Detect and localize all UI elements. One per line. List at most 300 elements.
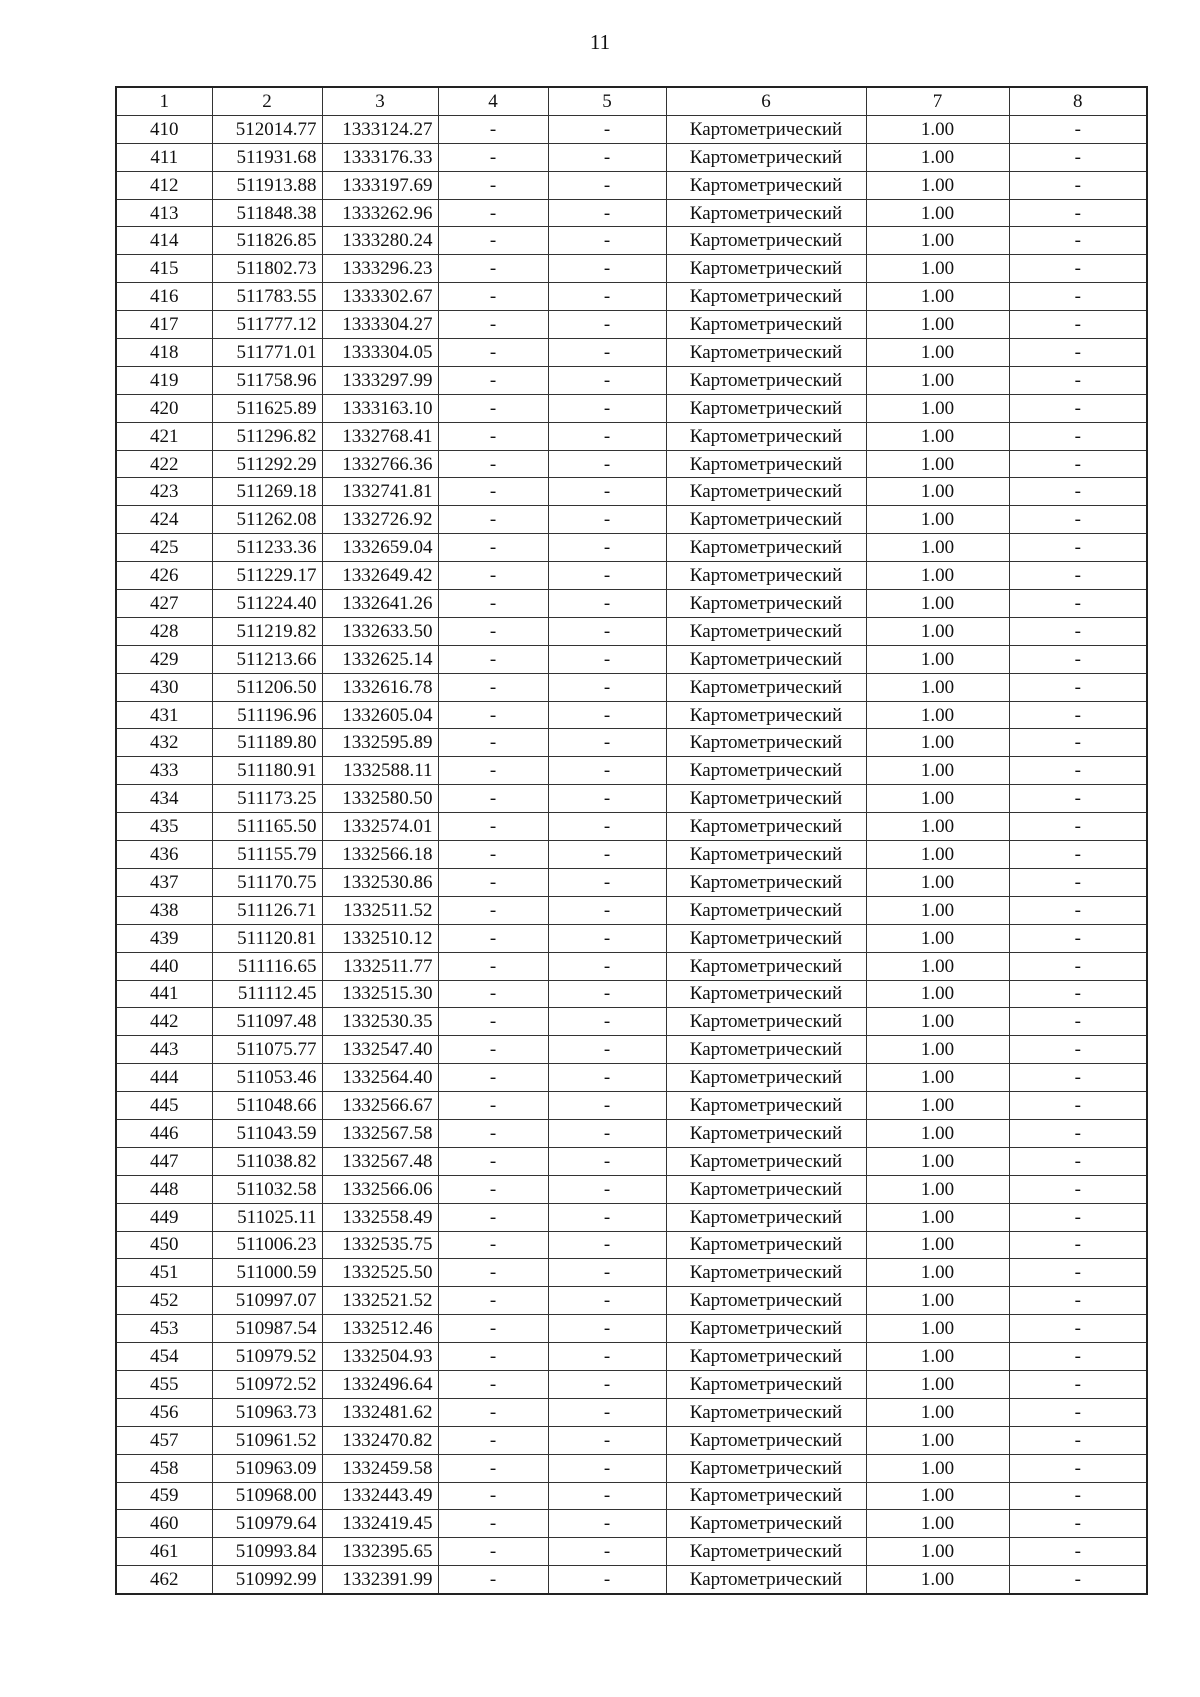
accuracy-cell: 1.00 [866,1092,1009,1120]
point-number-cell: 451 [116,1259,212,1287]
method-cell: Картометрический [666,952,866,980]
column-4-cell: - [438,1147,548,1175]
y-coordinate-cell: 1332633.50 [322,617,438,645]
column-5-cell: - [548,339,666,367]
column-5-cell: - [548,1231,666,1259]
column-4-cell: - [438,1370,548,1398]
y-coordinate-cell: 1332566.67 [322,1092,438,1120]
x-coordinate-cell: 511043.59 [212,1119,322,1147]
accuracy-cell: 1.00 [866,1510,1009,1538]
y-coordinate-cell: 1332481.62 [322,1398,438,1426]
x-coordinate-cell: 511155.79 [212,841,322,869]
x-coordinate-cell: 511180.91 [212,757,322,785]
column-5-cell: - [548,311,666,339]
column-8-cell: - [1009,1092,1147,1120]
y-coordinate-cell: 1332511.77 [322,952,438,980]
column-5-cell: - [548,115,666,143]
table-row [116,1482,1147,1510]
method-cell: Картометрический [666,283,866,311]
accuracy-cell: 1.00 [866,1538,1009,1566]
point-number-cell: 449 [116,1203,212,1231]
column-8-cell: - [1009,924,1147,952]
accuracy-cell: 1.00 [866,952,1009,980]
accuracy-cell: 1.00 [866,1147,1009,1175]
method-cell: Картометрический [666,1566,866,1594]
x-coordinate-cell: 510993.84 [212,1538,322,1566]
method-cell: Картометрический [666,366,866,394]
point-number-cell: 427 [116,590,212,618]
accuracy-cell: 1.00 [866,1175,1009,1203]
column-8-cell: - [1009,1064,1147,1092]
x-coordinate-cell: 511206.50 [212,673,322,701]
y-coordinate-cell: 1332504.93 [322,1343,438,1371]
point-number-cell: 455 [116,1370,212,1398]
point-number-cell: 453 [116,1315,212,1343]
point-number-cell: 425 [116,534,212,562]
method-cell: Картометрический [666,1315,866,1343]
method-cell: Картометрический [666,813,866,841]
y-coordinate-cell: 1332470.82 [322,1426,438,1454]
point-number-cell: 456 [116,1398,212,1426]
accuracy-cell: 1.00 [866,311,1009,339]
table-row [116,1370,1147,1398]
point-number-cell: 431 [116,701,212,729]
table-row [116,199,1147,227]
column-5-cell: - [548,924,666,952]
x-coordinate-cell: 511758.96 [212,366,322,394]
accuracy-cell: 1.00 [866,980,1009,1008]
x-coordinate-cell: 511097.48 [212,1008,322,1036]
accuracy-cell: 1.00 [866,1398,1009,1426]
table-row [116,283,1147,311]
column-5-cell: - [548,617,666,645]
column-4-cell: - [438,422,548,450]
accuracy-cell: 1.00 [866,645,1009,673]
method-cell: Картометрический [666,1259,866,1287]
accuracy-cell: 1.00 [866,1008,1009,1036]
point-number-cell: 419 [116,366,212,394]
y-coordinate-cell: 1332567.48 [322,1147,438,1175]
method-cell: Картометрический [666,1538,866,1566]
accuracy-cell: 1.00 [866,199,1009,227]
method-cell: Картометрический [666,1175,866,1203]
y-coordinate-cell: 1332525.50 [322,1259,438,1287]
column-8-cell: - [1009,227,1147,255]
column-8-cell: - [1009,729,1147,757]
column-4-cell: - [438,813,548,841]
y-coordinate-cell: 1332605.04 [322,701,438,729]
x-coordinate-cell: 511112.45 [212,980,322,1008]
column-8-cell: - [1009,1259,1147,1287]
column-8-cell: - [1009,1398,1147,1426]
method-cell: Картометрический [666,1287,866,1315]
y-coordinate-cell: 1332547.40 [322,1036,438,1064]
method-cell: Картометрический [666,590,866,618]
method-cell: Картометрический [666,1454,866,1482]
table-row [116,1426,1147,1454]
column-5-cell: - [548,1287,666,1315]
x-coordinate-cell: 511025.11 [212,1203,322,1231]
x-coordinate-cell: 510997.07 [212,1287,322,1315]
x-coordinate-cell: 511000.59 [212,1259,322,1287]
point-number-cell: 424 [116,506,212,534]
column-4-cell: - [438,1398,548,1426]
table-row [116,171,1147,199]
column-4-cell: - [438,1231,548,1259]
column-8-cell: - [1009,255,1147,283]
y-coordinate-cell: 1332649.42 [322,562,438,590]
table-row [116,562,1147,590]
column-4-cell: - [438,1287,548,1315]
table-row [116,1287,1147,1315]
accuracy-cell: 1.00 [866,924,1009,952]
column-5-cell: - [548,1343,666,1371]
column-5-cell: - [548,1203,666,1231]
column-5-cell: - [548,506,666,534]
point-number-cell: 429 [116,645,212,673]
column-4-cell: - [438,562,548,590]
column-5-cell: - [548,227,666,255]
column-8-cell: - [1009,868,1147,896]
table-row [116,645,1147,673]
column-5-cell: - [548,896,666,924]
column-5-cell: - [548,1315,666,1343]
method-cell: Картометрический [666,617,866,645]
column-4-cell: - [438,227,548,255]
column-8-cell: - [1009,366,1147,394]
point-number-cell: 435 [116,813,212,841]
column-4-cell: - [438,924,548,952]
column-5-cell: - [548,1370,666,1398]
y-coordinate-cell: 1332558.49 [322,1203,438,1231]
table-row [116,339,1147,367]
x-coordinate-cell: 511783.55 [212,283,322,311]
accuracy-cell: 1.00 [866,1343,1009,1371]
accuracy-cell: 1.00 [866,868,1009,896]
table-row [116,617,1147,645]
column-8-cell: - [1009,673,1147,701]
accuracy-cell: 1.00 [866,841,1009,869]
column-4-cell: - [438,757,548,785]
column-8-cell: - [1009,1287,1147,1315]
coordinates-table [115,86,1148,1595]
x-coordinate-cell: 511913.88 [212,171,322,199]
y-coordinate-cell: 1332443.49 [322,1482,438,1510]
column-4-cell: - [438,701,548,729]
column-4-cell: - [438,1064,548,1092]
method-cell: Картометрический [666,645,866,673]
table-row [116,729,1147,757]
point-number-cell: 433 [116,757,212,785]
table-header-row [116,87,1147,115]
column-5-cell: - [548,199,666,227]
column-8-cell: - [1009,1203,1147,1231]
column-5-cell: - [548,1008,666,1036]
method-cell: Картометрический [666,1370,866,1398]
method-cell: Картометрический [666,757,866,785]
y-coordinate-cell: 1332574.01 [322,813,438,841]
y-coordinate-cell: 1332496.64 [322,1370,438,1398]
column-5-cell: - [548,729,666,757]
table-row [116,924,1147,952]
table-row [116,450,1147,478]
accuracy-cell: 1.00 [866,171,1009,199]
x-coordinate-cell: 511006.23 [212,1231,322,1259]
x-coordinate-cell: 511120.81 [212,924,322,952]
table-row [116,952,1147,980]
column-4-cell: - [438,1482,548,1510]
column-5-cell: - [548,450,666,478]
column-4-cell: - [438,366,548,394]
column-4-cell: - [438,1259,548,1287]
x-coordinate-cell: 510979.64 [212,1510,322,1538]
column-4-cell: - [438,1510,548,1538]
accuracy-cell: 1.00 [866,534,1009,562]
y-coordinate-cell: 1333197.69 [322,171,438,199]
table-row [116,1343,1147,1371]
table-row [116,785,1147,813]
method-cell: Картометрический [666,255,866,283]
column-4-cell: - [438,255,548,283]
method-cell: Картометрический [666,534,866,562]
column-8-cell: - [1009,645,1147,673]
method-cell: Картометрический [666,924,866,952]
x-coordinate-cell: 510979.52 [212,1343,322,1371]
x-coordinate-cell: 511931.68 [212,143,322,171]
column-8-cell: - [1009,1482,1147,1510]
column-8-cell: - [1009,1231,1147,1259]
column-5-cell: - [548,1119,666,1147]
accuracy-cell: 1.00 [866,1370,1009,1398]
column-5-cell: - [548,673,666,701]
x-coordinate-cell: 511165.50 [212,813,322,841]
column-8-cell: - [1009,757,1147,785]
column-8-cell: - [1009,896,1147,924]
point-number-cell: 445 [116,1092,212,1120]
point-number-cell: 460 [116,1510,212,1538]
y-coordinate-cell: 1332515.30 [322,980,438,1008]
table-row [116,1454,1147,1482]
column-5-cell: - [548,1482,666,1510]
column-8-cell: - [1009,506,1147,534]
column-5-cell: - [548,1398,666,1426]
accuracy-cell: 1.00 [866,896,1009,924]
column-4-cell: - [438,450,548,478]
y-coordinate-cell: 1332510.12 [322,924,438,952]
method-cell: Картометрический [666,562,866,590]
table-row [116,1147,1147,1175]
method-cell: Картометрический [666,868,866,896]
column-5-cell: - [548,1175,666,1203]
table-row [116,311,1147,339]
x-coordinate-cell: 511292.29 [212,450,322,478]
column-header: 2 [212,87,322,115]
column-5-cell: - [548,868,666,896]
y-coordinate-cell: 1332511.52 [322,896,438,924]
table-row [116,366,1147,394]
column-4-cell: - [438,534,548,562]
column-4-cell: - [438,617,548,645]
column-8-cell: - [1009,1566,1147,1594]
y-coordinate-cell: 1332726.92 [322,506,438,534]
table-row [116,1510,1147,1538]
column-4-cell: - [438,980,548,1008]
point-number-cell: 459 [116,1482,212,1510]
column-5-cell: - [548,1566,666,1594]
column-4-cell: - [438,1008,548,1036]
y-coordinate-cell: 1332391.99 [322,1566,438,1594]
table-row [116,813,1147,841]
column-5-cell: - [548,841,666,869]
y-coordinate-cell: 1333297.99 [322,366,438,394]
x-coordinate-cell: 511848.38 [212,199,322,227]
method-cell: Картометрический [666,1510,866,1538]
method-cell: Картометрический [666,506,866,534]
x-coordinate-cell: 510961.52 [212,1426,322,1454]
x-coordinate-cell: 511048.66 [212,1092,322,1120]
column-4-cell: - [438,143,548,171]
y-coordinate-cell: 1333304.27 [322,311,438,339]
table-row [116,143,1147,171]
accuracy-cell: 1.00 [866,506,1009,534]
column-8-cell: - [1009,701,1147,729]
column-4-cell: - [438,1175,548,1203]
column-8-cell: - [1009,1008,1147,1036]
column-8-cell: - [1009,562,1147,590]
column-5-cell: - [548,1036,666,1064]
method-cell: Картометрический [666,1398,866,1426]
table-row [116,1398,1147,1426]
x-coordinate-cell: 511032.58 [212,1175,322,1203]
table-row [116,868,1147,896]
y-coordinate-cell: 1333296.23 [322,255,438,283]
column-4-cell: - [438,952,548,980]
column-5-cell: - [548,980,666,1008]
y-coordinate-cell: 1332419.45 [322,1510,438,1538]
point-number-cell: 434 [116,785,212,813]
column-8-cell: - [1009,1370,1147,1398]
point-number-cell: 440 [116,952,212,980]
column-8-cell: - [1009,450,1147,478]
column-8-cell: - [1009,115,1147,143]
column-5-cell: - [548,478,666,506]
point-number-cell: 444 [116,1064,212,1092]
method-cell: Картометрический [666,199,866,227]
y-coordinate-cell: 1332530.86 [322,868,438,896]
accuracy-cell: 1.00 [866,255,1009,283]
table-row [116,673,1147,701]
point-number-cell: 437 [116,868,212,896]
point-number-cell: 461 [116,1538,212,1566]
x-coordinate-cell: 511075.77 [212,1036,322,1064]
point-number-cell: 450 [116,1231,212,1259]
x-coordinate-cell: 511116.65 [212,952,322,980]
x-coordinate-cell: 511038.82 [212,1147,322,1175]
column-4-cell: - [438,283,548,311]
table-row [116,896,1147,924]
x-coordinate-cell: 511170.75 [212,868,322,896]
method-cell: Картометрический [666,115,866,143]
y-coordinate-cell: 1333302.67 [322,283,438,311]
x-coordinate-cell: 512014.77 [212,115,322,143]
y-coordinate-cell: 1332564.40 [322,1064,438,1092]
y-coordinate-cell: 1333304.05 [322,339,438,367]
y-coordinate-cell: 1333280.24 [322,227,438,255]
method-cell: Картометрический [666,841,866,869]
y-coordinate-cell: 1332625.14 [322,645,438,673]
column-5-cell: - [548,590,666,618]
table-row [116,1008,1147,1036]
method-cell: Картометрический [666,729,866,757]
column-5-cell: - [548,1259,666,1287]
y-coordinate-cell: 1332641.26 [322,590,438,618]
table-row [116,1203,1147,1231]
point-number-cell: 442 [116,1008,212,1036]
table-row [116,255,1147,283]
table-row [116,701,1147,729]
column-8-cell: - [1009,590,1147,618]
point-number-cell: 447 [116,1147,212,1175]
column-4-cell: - [438,729,548,757]
column-8-cell: - [1009,785,1147,813]
column-4-cell: - [438,1092,548,1120]
column-8-cell: - [1009,1538,1147,1566]
point-number-cell: 462 [116,1566,212,1594]
x-coordinate-cell: 511053.46 [212,1064,322,1092]
accuracy-cell: 1.00 [866,590,1009,618]
table-row [116,757,1147,785]
column-4-cell: - [438,339,548,367]
x-coordinate-cell: 511196.96 [212,701,322,729]
accuracy-cell: 1.00 [866,1259,1009,1287]
y-coordinate-cell: 1332535.75 [322,1231,438,1259]
column-5-cell: - [548,1454,666,1482]
point-number-cell: 421 [116,422,212,450]
method-cell: Картометрический [666,1119,866,1147]
point-number-cell: 454 [116,1343,212,1371]
column-5-cell: - [548,143,666,171]
accuracy-cell: 1.00 [866,1231,1009,1259]
y-coordinate-cell: 1333124.27 [322,115,438,143]
method-cell: Картометрический [666,1147,866,1175]
point-number-cell: 432 [116,729,212,757]
method-cell: Картометрический [666,422,866,450]
column-8-cell: - [1009,1036,1147,1064]
point-number-cell: 428 [116,617,212,645]
column-5-cell: - [548,171,666,199]
y-coordinate-cell: 1332766.36 [322,450,438,478]
table-row [116,1566,1147,1594]
method-cell: Картометрический [666,339,866,367]
x-coordinate-cell: 510987.54 [212,1315,322,1343]
y-coordinate-cell: 1332567.58 [322,1119,438,1147]
column-4-cell: - [438,1566,548,1594]
column-8-cell: - [1009,339,1147,367]
point-number-cell: 410 [116,115,212,143]
method-cell: Картометрический [666,1343,866,1371]
column-8-cell: - [1009,1315,1147,1343]
table-row [116,1231,1147,1259]
table-row [116,478,1147,506]
column-8-cell: - [1009,311,1147,339]
x-coordinate-cell: 511802.73 [212,255,322,283]
point-number-cell: 446 [116,1119,212,1147]
method-cell: Картометрический [666,227,866,255]
table-row [116,1538,1147,1566]
method-cell: Картометрический [666,1008,866,1036]
method-cell: Картометрический [666,1203,866,1231]
method-cell: Картометрический [666,394,866,422]
